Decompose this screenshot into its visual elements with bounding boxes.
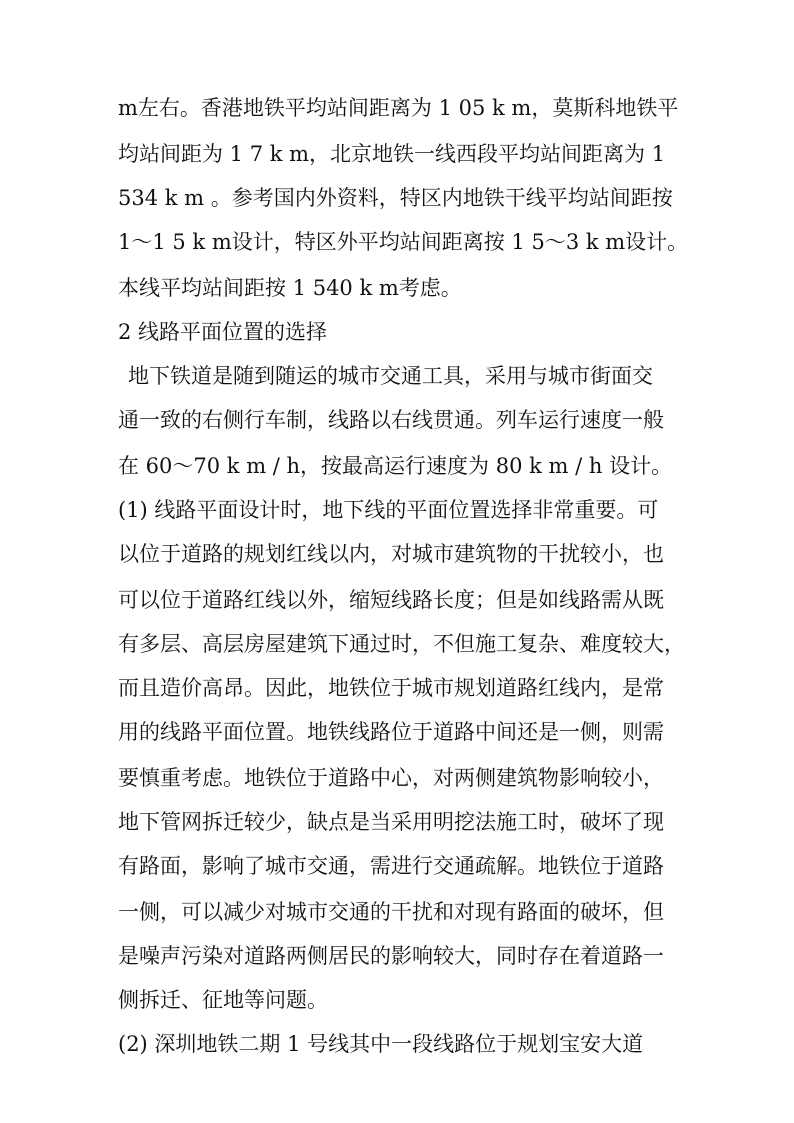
text-line: 地下铁道是随到随运的城市交通工具，采用与城市街面交 <box>128 364 653 388</box>
text-line: 用的线路平面位置。地铁线路位于道路中间还是一侧，则需 <box>118 720 664 744</box>
text-line: m左右。香港地铁平均站间距离为 1 05 k m，莫斯科地铁平 <box>118 96 679 120</box>
text-line: 要慎重考虑。地铁位于道路中心，对两侧建筑物影响较小， <box>118 766 664 790</box>
text-line: 1～1 5 k m设计，特区外平均站间距离按 1 5～3 k m设计。 <box>118 230 689 254</box>
text-line: (2) 深圳地铁二期 1 号线其中一段线路位于规划宝安大道 <box>118 1032 644 1056</box>
text-line: 侧拆迁、征地等问题。 <box>118 988 328 1012</box>
section-heading: 2 线路平面位置的选择 <box>118 320 328 344</box>
text-line: 可以位于道路红线以外，缩短线路长度；但是如线路需从既 <box>118 588 664 612</box>
text-line: (1) 线路平面设计时，地下线的平面位置选择非常重要。可 <box>118 498 659 522</box>
text-line: 534 k m 。参考国内外资料，特区内地铁干线平均站间距按 <box>118 186 673 210</box>
text-line: 一侧，可以减少对城市交通的干扰和对现有路面的破坏，但 <box>118 900 664 924</box>
text-line: 而且造价高昂。因此，地铁位于城市规划道路红线内，是常 <box>118 676 664 700</box>
text-line: 有多层、高层房屋建筑下通过时，不但施工复杂、难度较大， <box>118 632 685 656</box>
text-line: 通一致的右侧行车制，线路以右线贯通。列车运行速度一般 <box>118 408 664 432</box>
text-line: 以位于道路的规划红线以内，对城市建筑物的干扰较小，也 <box>118 542 664 566</box>
text-line: 本线平均站间距按 1 540 k m考虑。 <box>118 276 462 300</box>
text-line: 地下管网拆迁较少，缺点是当采用明挖法施工时，破坏了现 <box>118 810 664 834</box>
text-line: 有路面，影响了城市交通，需进行交通疏解。地铁位于道路 <box>118 854 664 878</box>
text-line: 均站间距为 1 7 k m，北京地铁一线西段平均站间距离为 1 <box>118 142 666 166</box>
text-line: 是噪声污染对道路两侧居民的影响较大，同时存在着道路一 <box>118 944 664 968</box>
text-line: 在 60～70 k m / h，按最高运行速度为 80 k m / h 设计。 <box>118 454 673 478</box>
